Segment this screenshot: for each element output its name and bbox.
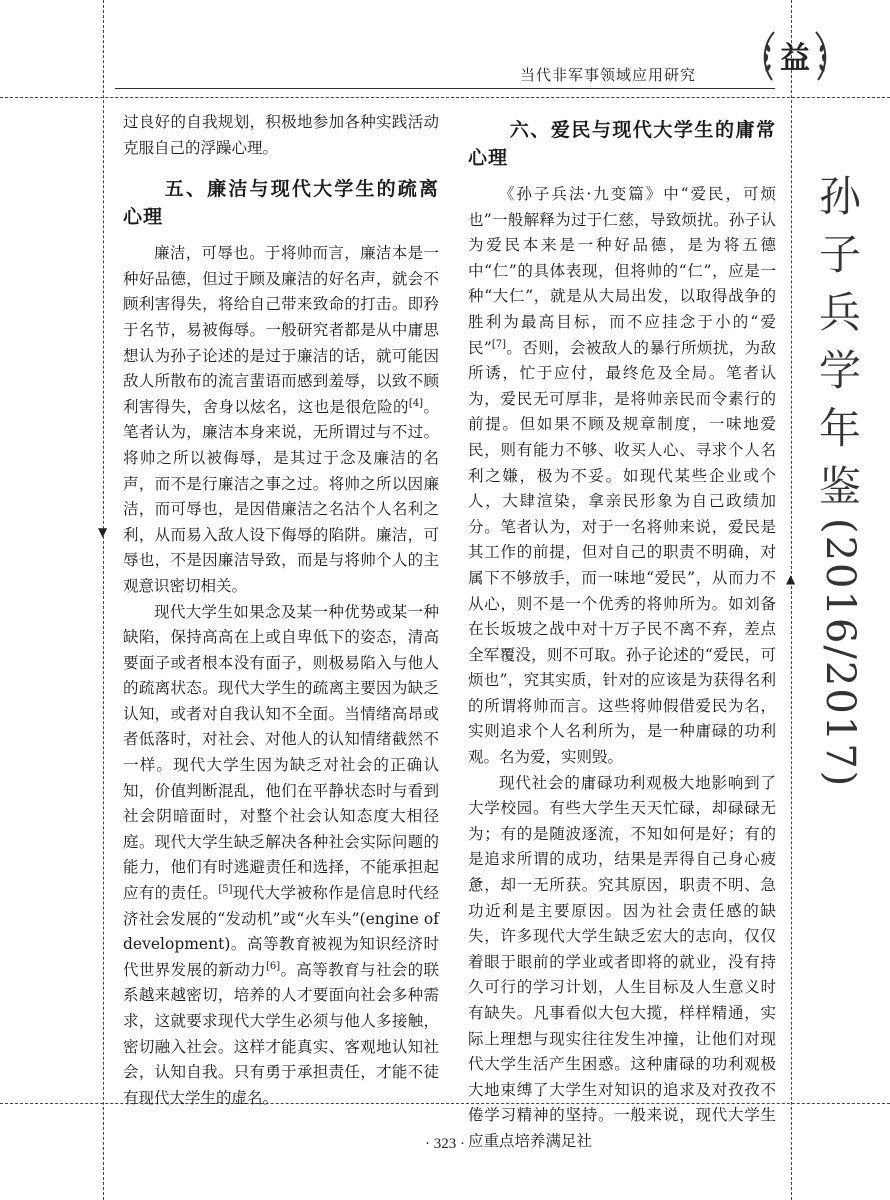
paragraph-text: 。笔者认为，廉洁本身来说，无所谓过与不过。将帅之所以被侮辱，是其过于念及廉洁的名声，而不是行廉洁之事之过。将帅之所以因廉洁，而可辱也，是因借廉洁之名沽个人名利之利，从而易入敌人设下侮辱的陷阱。廉洁，可辱也，不是因廉洁导致，而是与将帅个人的主观意识密切相关。 <box>123 397 439 595</box>
margin-guide-top <box>0 97 890 98</box>
side-title-char: 学 <box>818 346 861 395</box>
margin-arrow-up-icon: ▲ <box>786 572 796 586</box>
margin-guide-right <box>791 0 792 1200</box>
paragraph-text: 《孙子兵法·九变篇》中“爱民，可烦也”一般解释为过于仁慈，导致烦扰。孙子认为爱民本来是一种好品德，是为将五德中“仁”的具体表现，但将帅的“仁”，应是一种“大仁”，就是从大局出发，以取得战争的胜利为最高目标，而不应挂念于小的“爱民” <box>468 185 776 357</box>
citation-ref: [5] <box>218 883 233 895</box>
body-paragraph <box>123 600 439 1112</box>
header-rule <box>115 88 775 89</box>
body-paragraph: 现代社会的庸碌功利观极大地影响到了大学校园。有些大学生天天忙碌，却碌碌无为；有的是随波逐流，不知如何是好；有的是追求所谓的成功，结果是弄得自己身心疲惫，却一无所获。究其原因，职责不明、急功近利是主要原因。因为社会责任感的缺失，许多现代大学生缺乏宏大的志向，仅仅着眼于眼前的学业或者即将的就业，没有持久可行的学习计划，人生目标及人生意义时有缺失。凡事看似大包大揽，样样精通，实际上理想与现实往往发生冲撞，让他们对现代大学生活产生困惑。这种庸碌的功利观极大地束缚了大学生对知识的追求及对孜孜不倦学习精神的坚持。一般来说，现代大学生应重点培养满足社 <box>468 773 776 1150</box>
paragraph-text: 。高等教育与社会的联系越来越密切，培养的人才要面向社会多种需求，这就要求现代大学生必须与他人多接触，密切融入社会。这样才能真实、客观地认知社会，认知自我。只有勇于承担责任，才能不徒有现代大学生的虚名。 <box>123 960 439 1107</box>
right-text-column <box>468 110 776 1155</box>
side-title-char: 孙 <box>818 172 861 221</box>
section-heading-5 <box>123 175 439 231</box>
citation-ref: [4] <box>408 397 424 409</box>
side-title-year: (2016/2017) <box>817 518 863 789</box>
side-title-char: 鉴 <box>818 462 861 511</box>
left-text-column <box>123 110 439 1111</box>
yearbook-side-title <box>814 168 866 788</box>
emblem-glyph: 益 <box>780 41 810 76</box>
citation-ref: [7] <box>491 338 506 350</box>
section-number: 六、 <box>509 119 551 141</box>
margin-guide-left <box>103 0 104 1200</box>
running-header: 当代非军事领域应用研究 <box>520 66 697 84</box>
margin-arrow-down-icon: ▼ <box>98 525 108 539</box>
paragraph-text: 现代大学被称作是信息时代经济社会发展的“发动机”或“火车头”(engine of development)。高等教育被视为知识经济时代世界发展的新动力 <box>123 884 439 979</box>
intro-paragraph: 过良好的自我规划，积极地参加各种实践活动克服自己的浮躁心理。 <box>123 113 439 157</box>
page-number: · 323 · <box>425 1136 465 1152</box>
section-title: 廉洁与现代大学生的疏离心理 <box>123 178 439 229</box>
section-title: 爱民与现代大学生的庸常心理 <box>468 119 776 169</box>
side-title-char: 年 <box>818 404 861 453</box>
paragraph-text: 廉洁，可辱也。于将帅而言，廉洁本是一种好品德，但过于顾及廉洁的好名声，就会不顾利害得失，将给自己带来致命的打击。即矜于名节，易被侮辱。一般研究者都是从中庸思想认为孙子论述的是过于廉洁的话，就可能因敌人所散布的流言蜚语而感到羞辱，以致不顾利害得失，舍身以炫名，这也是很危险的 <box>123 244 439 416</box>
side-title-char: 子 <box>818 230 861 279</box>
section-heading-6 <box>468 116 776 172</box>
side-title-char: 兵 <box>818 288 861 337</box>
body-paragraph <box>123 241 439 599</box>
section-number: 五、 <box>164 178 208 201</box>
yearbook-emblem-logo <box>760 22 830 92</box>
paragraph-text: 。否则，会被敌人的暴行所烦扰，为敌所诱，忙于应付，最终危及全局。笔者认为，爱民无可厚非，是将帅亲民而令素行的前提。但如果不顾及规章制度，一味地爱民，则有能力不够、收买人心、寻求个人名利之嫌，极为不妥。如现代某些企业或个人，大肆渲染，拿亲民形象为自己政绩加分。笔者认为，对于一名将帅来说，爱民是其工作的前提，但对自己的职责不明确，对属下不够放手，而一味地“爱民”，从而力不从心，则不是一个优秀的将帅所为。如刘备在长坂坡之战中对十万子民不离不弃，差点全军覆没，则不可取。孙子论述的“爱民，可烦也”，究其实质，针对的应该是为获得名利的所谓将帅而言。这些将帅假借爱民为名，实则追求个人名利所为，是一种庸碌的功利观。名为爱，实则毁。 <box>468 338 776 767</box>
citation-ref: [6] <box>265 960 281 972</box>
paragraph-text: 现代大学生如果念及某一种优势或某一种缺陷，保持高高在上或自卑低下的姿态，清高要面子或者根本没有面子，则极易陷入与他人的疏离状态。现代大学生的疏离主要因为缺乏认知，或者对自我认知不全面。当情绪高昂或者低落时，对社会、对他人的认知情绪截然不一样。现代大学生因为缺乏对社会的正确认知，价值判断混乱，他们在平静状态时与看到社会阴暗面时，对整个社会认知态度大相径庭。现代大学生缺乏解决各种社会实际问题的能力，他们有时逃避责任和选择，不能承担起应有的责任。 <box>123 602 439 903</box>
body-paragraph <box>468 182 776 771</box>
